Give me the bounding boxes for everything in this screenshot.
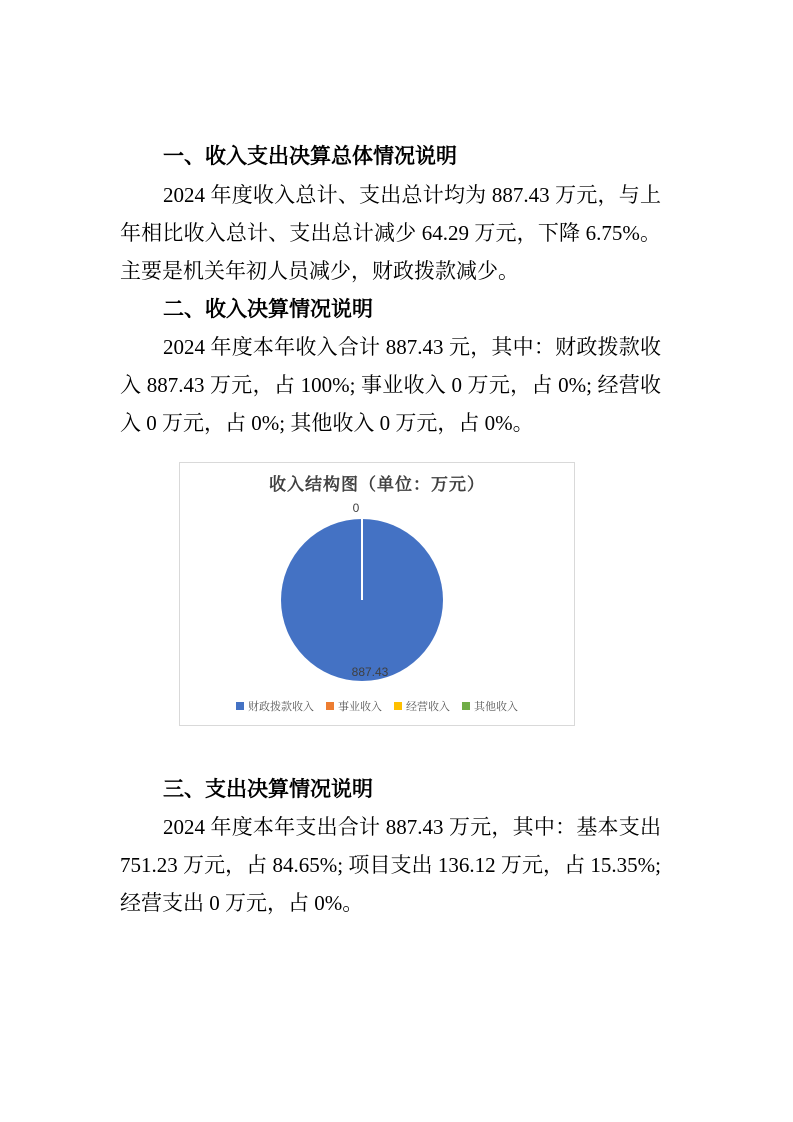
paragraph-line: 2024 年度本年收入合计 887.43 元，其中：财政拨款收	[163, 335, 661, 359]
paragraph-line: 经营支出 0 万元，占 0%。	[120, 891, 364, 915]
section-3-heading: 三、支出决算情况说明	[163, 778, 373, 801]
paragraph-line: 2024 年度收入总计、支出总计均为 887.43 万元，与上	[163, 183, 661, 207]
paragraph-line: 2024 年度本年支出合计 887.43 万元，其中：基本支出	[163, 815, 661, 839]
chart-title: 收入结构图（单位：万元）	[269, 475, 485, 494]
legend-item	[462, 698, 518, 714]
paragraph-line: 年相比收入总计、支出总计减少 64.29 万元，下降 6.75%。	[120, 221, 661, 245]
paragraph-line: 入 887.43 万元，占 100%; 事业收入 0 万元，占 0%; 经营收	[120, 373, 661, 397]
legend-item	[394, 698, 450, 714]
paragraph-line: 主要是机关年初人员减少，财政拨款减少。	[120, 259, 519, 283]
legend-item	[326, 698, 382, 714]
paragraph-line: 入 0 万元，占 0%; 其他收入 0 万元，占 0%。	[120, 411, 534, 435]
paragraph-line: 751.23 万元，占 84.65%; 项目支出 136.12 万元，占 15.35%;	[120, 853, 661, 877]
legend-label: 经营收入	[406, 701, 450, 713]
legend-swatch-icon	[394, 702, 402, 710]
legend-swatch-icon	[462, 702, 470, 710]
section-1-heading: 一、收入支出决算总体情况说明	[163, 145, 457, 168]
legend-label: 事业收入	[338, 701, 382, 713]
legend-label: 财政拨款收入	[248, 701, 314, 713]
legend-item	[236, 698, 314, 714]
legend-swatch-icon	[236, 702, 244, 710]
legend-swatch-icon	[326, 702, 334, 710]
legend-label: 其他收入	[474, 701, 518, 713]
section-2-heading: 二、收入决算情况说明	[163, 298, 373, 321]
income-structure-chart	[179, 462, 575, 726]
pie-data-label-zero: 0	[352, 501, 360, 515]
pie-data-label-main: 887.43	[351, 665, 389, 679]
pie-chart	[180, 463, 574, 725]
chart-legend	[180, 698, 574, 714]
